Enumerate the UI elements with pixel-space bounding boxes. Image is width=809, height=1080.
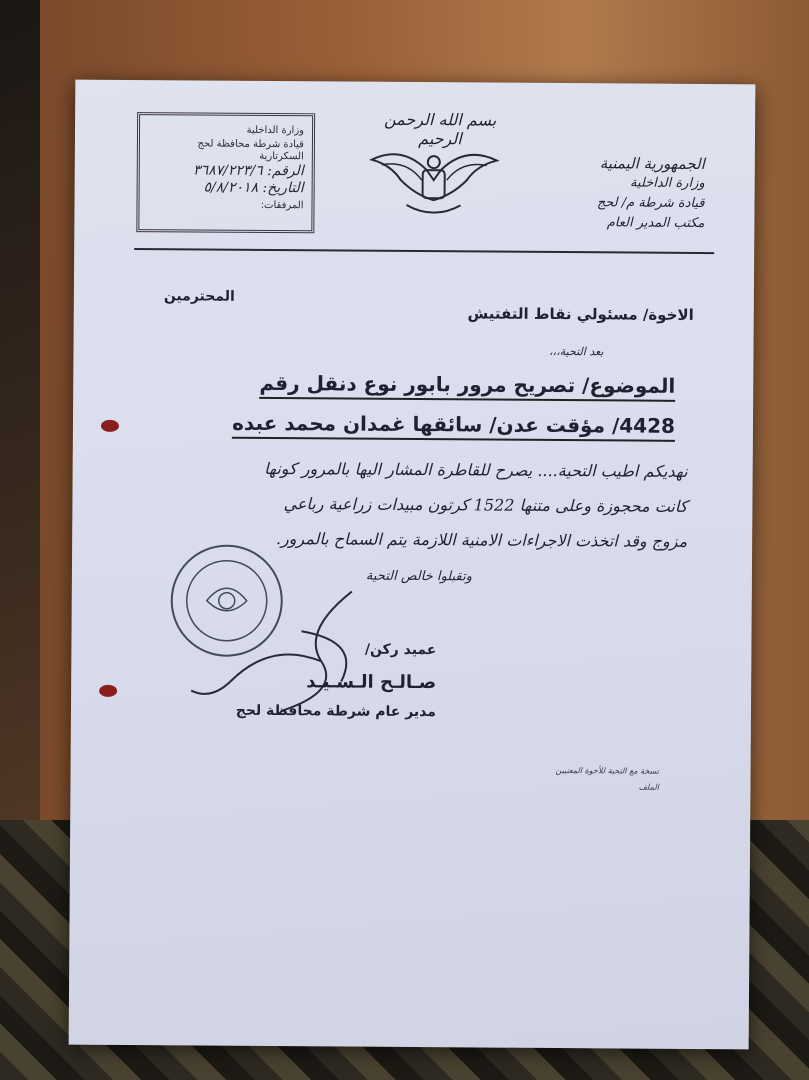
punch-hole-mark	[101, 420, 119, 432]
stamp-line: السكرتارية	[259, 150, 304, 163]
subject-line: الموضوع/ تصريح مرور بابور نوع دنقل رقم	[259, 371, 675, 402]
cc-line: الملف	[638, 782, 659, 792]
signer-rank: عميد ركن/	[364, 641, 437, 659]
header-line: قيادة شرطة م/ لحج	[596, 195, 705, 212]
header-line: مكتب المدير العام	[606, 215, 705, 232]
cc-notes	[555, 763, 659, 796]
stamp-line: قيادة شرطة محافظة لحج	[197, 138, 304, 151]
honorific: المحترمين	[163, 288, 235, 305]
basmala: بسم الله الرحمن الرحيم	[383, 109, 497, 149]
subject-line: 4428/ مؤقت عدن/ سائقها غمدان محمد عبده	[232, 411, 675, 442]
punch-hole-mark	[99, 685, 117, 697]
letter-page	[69, 80, 756, 1050]
cc-line: نسخة مع التحية للأخوة المعنيين	[555, 766, 660, 776]
yemen-eagle-emblem-icon	[366, 140, 502, 221]
header-line: الجمهورية اليمنية	[599, 154, 705, 174]
letterhead-header	[544, 153, 705, 234]
signer-title: مدير عام شرطة محافظة لحج	[235, 702, 437, 721]
subject	[115, 362, 676, 446]
closing: وتقبلوا خالص التحية	[365, 568, 472, 585]
stamp-line: الرقم: ٣٦٨٧/٢٢٣/٦	[193, 162, 304, 180]
stamp-line: المرفقات:	[260, 199, 304, 212]
header-divider	[134, 248, 714, 254]
stamp-line: التاريخ: ٥/٨/٢٠١٨	[203, 179, 304, 197]
signer-name: صـالـح الـسـيـد	[306, 671, 437, 694]
reference-stamp-box	[136, 112, 315, 233]
greeting: بعد التحية،،،	[549, 344, 604, 359]
header-line: وزارة الداخلية	[629, 175, 705, 192]
addressee: الاخوة/ مسئولي نقاط التفتيش	[467, 304, 694, 324]
body-line: مزوج وقد اتخذت الاجراءات الامنية اللازمة يتم السماح بالمرور.	[275, 529, 688, 551]
body-line: كانت محجوزة وعلى متنها 1522 كرتون مبيدات زراعية رباعي	[283, 494, 688, 516]
stamp-line: وزارة الداخلية	[246, 124, 305, 137]
body-line: نهديكم اطيب التحية.... يصرح للقاطرة المشار اليها بالمرور كونها	[264, 458, 688, 481]
